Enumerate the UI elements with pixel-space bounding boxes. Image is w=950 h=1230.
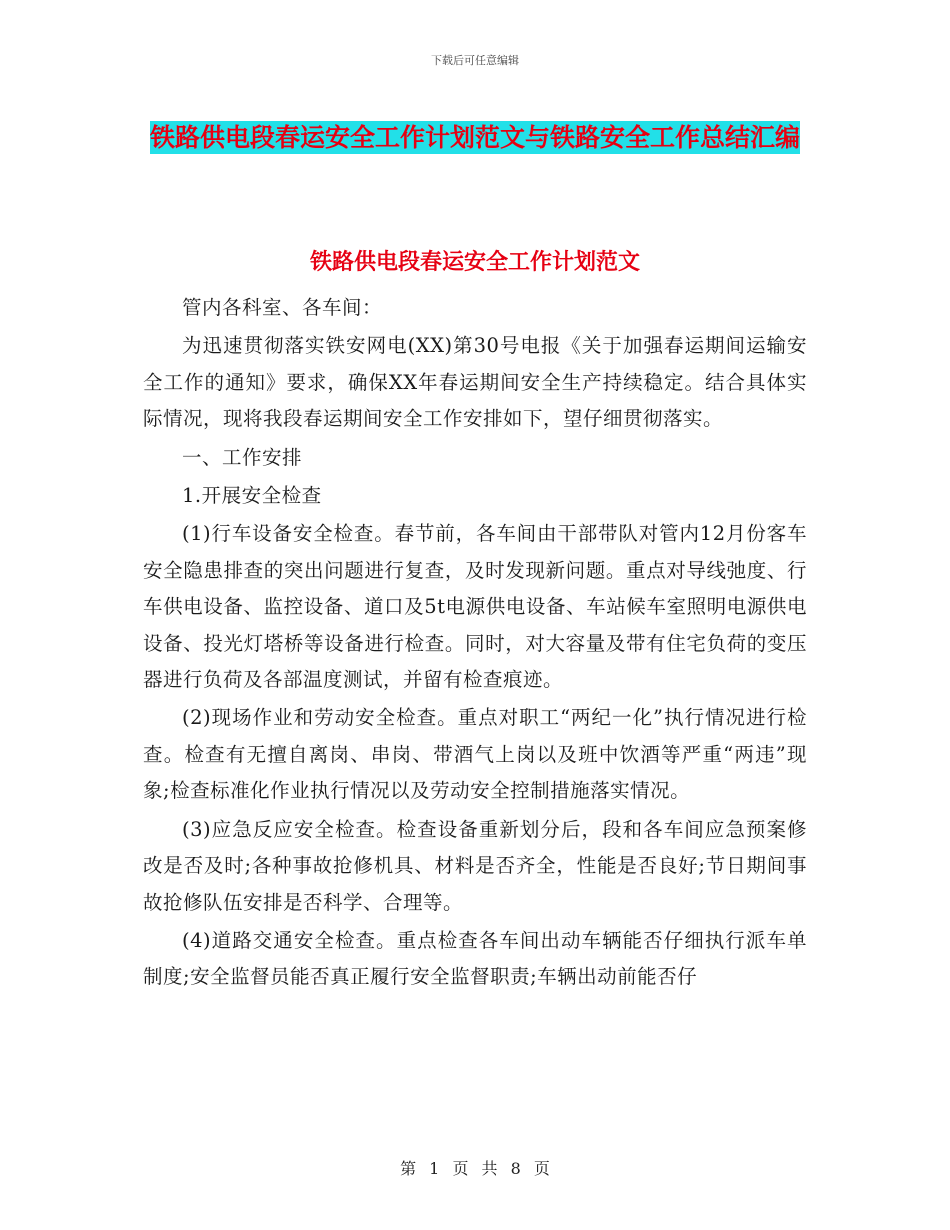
- paragraph-salutation: 管内各科室、各车间：: [182, 296, 383, 319]
- document-title-text: 铁路供电段春运安全工作计划范文与铁路安全工作总结汇编: [149, 123, 800, 152]
- heading-work-arrangement: 一、工作安排: [182, 445, 303, 469]
- heading-safety-inspection: 1.开展安全检查: [182, 484, 322, 508]
- section-title: 铁路供电段春运安全工作计划范文: [309, 249, 640, 275]
- paragraph-intro: 为迅速贯彻落实铁安网电(XX)第30号电报《关于加强春运期间运输安全工作的通知》要求，确保XX年春运期间安全生产持续稳定。结合具体实际情况，现将我段春运期间安全工作安排如下，望仔细贯彻落实。: [143, 334, 807, 431]
- page-number: 第 1 页 共 8 页: [400, 1159, 550, 1178]
- paragraph-item-1: (1)行车设备安全检查。春节前，各车间由干部带队对管内12月份客车安全隐患排查的突出问题进行复查，及时发现新问题。重点对导线弛度、行车供电设备、监控设备、道口及5t电源供电设备、车站候车室照明电源供电设备、投光灯塔桥等设备进行检查。同时，对大容量及带有住宅负荷的变压器进行负荷及各部温度测试，并留有检查痕迹。: [143, 522, 807, 692]
- document-body: [143, 290, 807, 998]
- paragraph-item-2: (2)现场作业和劳动安全检查。重点对职工“两纪一化”执行情况进行检查。检查有无擅自离岗、串岗、带酒气上岗以及班中饮酒等严重“两违”现象;检查标准化作业执行情况以及劳动安全控制措施落实情况。: [143, 706, 807, 803]
- paragraph-item-4: (4)道路交通安全检查。重点检查各车间出动车辆能否仔细执行派车单制度;安全监督员能否真正履行安全监督职责;车辆出动前能否仔: [143, 928, 807, 989]
- header-note: 下载后可任意编辑: [431, 54, 519, 67]
- paragraph-item-3: (3)应急反应安全检查。检查设备重新划分后，段和各车间应急预案修改是否及时;各种事故抢修机具、材料是否齐全，性能是否良好;节日期间事故抢修队伍安排是否科学、合理等。: [143, 817, 807, 914]
- document-title: [143, 112, 807, 164]
